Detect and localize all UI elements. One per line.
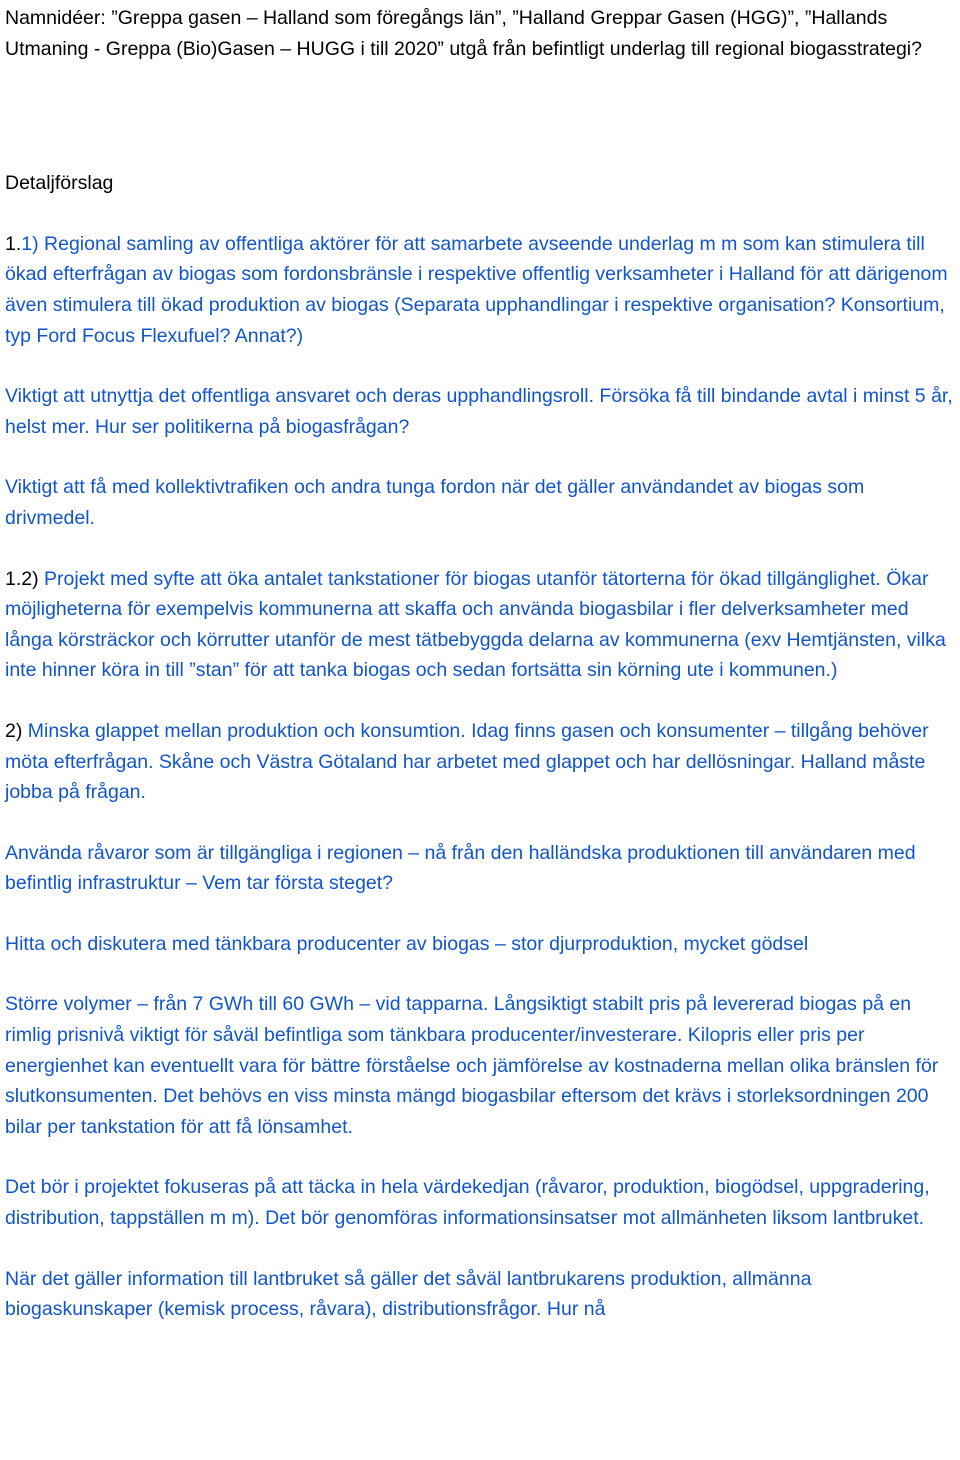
document-title: Namnidéer: ”Greppa gasen – Halland som föregångs län”, ”Halland Greppar Gasen (HGG)”, ”Hallands Utmaning - Greppa (Bio)Gasen – HUGG i till 2020” utgå från befintligt underlag till regional biogasstrategi? (5, 7, 922, 60)
paragraph-1-1 (5, 229, 957, 351)
spacer (5, 534, 957, 564)
paragraph-2 (5, 716, 957, 808)
spacer (5, 899, 957, 929)
spacer (5, 1234, 957, 1264)
paragraph-lantbruket: När det gäller information till lantbruket så gäller det såväl lantbrukarens produktion, allmänna biogaskunskaper (kemisk process, råvara), distributionsfrågor. Hur nå (5, 1267, 812, 1321)
section-heading: Detaljförslag (5, 172, 114, 195)
item-text: Minska glappet mellan produktion och konsumtion. Idag finns gasen och konsumenter – tillgång behöver möta efterfrågan. Skåne och Västra Götaland har arbetet med glappet och har dellösningar. Halland måste jobba på frågan. (5, 719, 929, 804)
document-page (5, 3, 957, 1325)
spacer (5, 1142, 957, 1172)
spacer (5, 959, 957, 989)
spacer (5, 64, 957, 168)
item-number: 1. (5, 232, 22, 255)
spacer (5, 686, 957, 716)
paragraph-producenter: Hitta och diskutera med tänkbara producenter av biogas – stor djurproduktion, mycket gödsel (5, 932, 809, 955)
paragraph-upphandling: Viktigt att utnyttja det offentliga ansvaret och deras upphandlingsroll. Försöka få till bindande avtal i minst 5 år, helst mer. Hur ser politikerna på biogasfrågan? (5, 385, 953, 438)
item-text: 1) Regional samling av offentliga aktörer för att samarbete avseende underlag m m som kan stimulera till ökad efterfrågan av biogas som fordonsbränsle i respektive offentlig verksamheter i Halland för att därigenom även stimulera till ökad produktion av biogas (Separata upphandlingar i respektive organisation? Konsortium, typ Ford Focus Flexufuel? Annat?) (5, 232, 948, 347)
item-text: Projekt med syfte att öka antalet tankstationer för biogas utanför tätorterna för ökad tillgänglighet. Ökar möjligheterna för exempelvis kommunerna att skaffa och använda biogasbilar i fler delverksamheter med långa körsträckor och körrutter utanför de mest tätbebyggda delarna av kommunerna (exv Hemtjänsten, vilka inte hinner köra in till ”stan” för att tanka biogas och sedan fortsätta sin körning ute i kommunen.) (5, 567, 946, 682)
paragraph-vardekedjan: Det bör i projektet fokuseras på att täcka in hela värdekedjan (råvaror, produktion, biogödsel, uppgradering, distribution, tappställen m m). Det bör genomföras informationsinsatser mot allmänheten liksom lantbruket. (5, 1176, 930, 1230)
spacer (5, 351, 957, 381)
paragraph-kollektivtrafik: Viktigt att få med kollektivtrafiken och andra tunga fordon när det gäller användandet av biogas som drivmedel. (5, 476, 865, 529)
paragraph-1-2 (5, 564, 957, 686)
paragraph-volymer: Större volymer – från 7 GWh till 60 GWh – vid tapparna. Långsiktigt stabilt pris på levererad biogas på en rimlig prisnivå viktigt för såväl befintliga som tänkbara producenter/investerare. Kilopris eller pris per energienhet kan eventuellt vara för bättre förståelse och jämförelse av kostnaderna mellan olika bränslen för slutkonsumenten. Det behövs en viss minsta mängd biogasbilar eftersom det krävs i storleksordningen 200 bilar per tankstation för att få lönsamhet. (5, 993, 939, 1138)
item-number: 2) (5, 719, 23, 742)
spacer (5, 442, 957, 472)
item-number: 1.2) (5, 567, 39, 590)
paragraph-ravaror: Använda råvaror som är tillgängliga i regionen – nå från den halländska produktionen till användaren med befintlig infrastruktur – Vem tar första steget? (5, 841, 916, 895)
spacer (5, 808, 957, 838)
spacer (5, 199, 957, 229)
